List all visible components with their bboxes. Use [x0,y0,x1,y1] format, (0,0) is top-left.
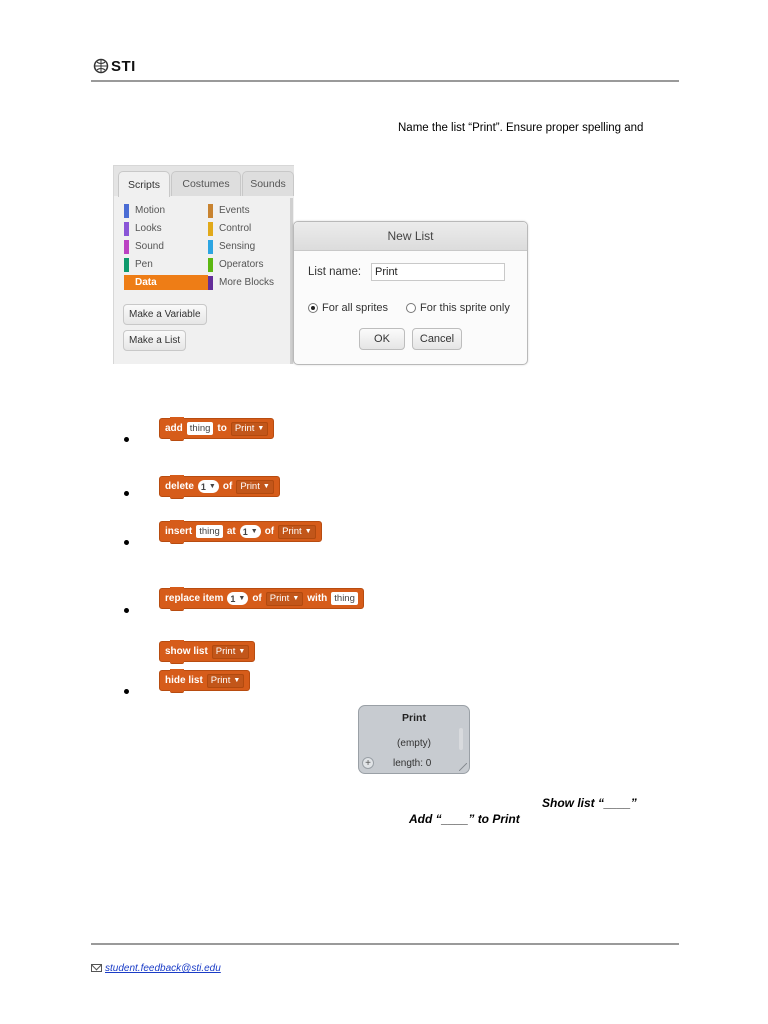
category-label: Motion [135,205,166,216]
logo-text: STI [111,57,136,75]
list-dropdown[interactable] [212,645,249,659]
list-dropdown[interactable] [207,674,244,688]
list-watcher[interactable] [358,705,470,774]
new-list-dialog [293,221,528,365]
block-keyword: delete [165,481,194,492]
dropdown-label: Print [234,423,255,434]
add-to-list-block[interactable] [159,418,274,439]
value-slot[interactable]: thing [196,525,223,538]
index-value: 1 [230,593,236,604]
motion-color-swatch [124,204,129,218]
task-show-list: Show list “____” [542,796,637,810]
sensing-color-swatch [208,240,213,254]
dropdown-arrow-icon: ▼ [238,595,246,602]
category-label: Data [135,277,157,288]
category-operators[interactable] [208,257,263,272]
header-divider [91,80,679,82]
block-keyword: of [252,593,262,604]
bullet [124,437,129,442]
feedback-email-link[interactable]: student.feedback@sti.edu [105,963,221,974]
dropdown-arrow-icon: ▼ [262,483,270,490]
value-slot[interactable]: thing [187,422,214,435]
looks-color-swatch [124,222,129,236]
more-blocks-color-swatch [208,276,213,290]
index-value: 1 [242,526,248,537]
task-add-to-print: Add “____” to Print [409,812,520,826]
block-keyword: at [226,526,236,537]
category-label: Sensing [219,241,256,252]
category-more-blocks[interactable] [208,275,274,290]
instruction-text: Name the list “Print”. Ensure proper spelling and [398,122,644,134]
dropdown-arrow-icon: ▼ [304,528,312,535]
bullet [124,689,129,694]
operators-color-swatch [208,258,213,272]
dropdown-label: Print [282,526,302,537]
dropdown-arrow-icon: ▼ [250,528,258,535]
block-keyword: show list [165,646,208,657]
dropdown-arrow-icon: ▼ [208,483,216,490]
category-control[interactable] [208,221,251,236]
list-dropdown[interactable] [278,525,315,539]
category-data[interactable] [124,275,208,290]
watcher-title: Print [402,712,426,724]
block-keyword: hide list [165,675,203,686]
category-label: Pen [135,259,153,270]
watcher-length: length: 0 [393,758,432,769]
block-palette [113,165,294,364]
list-name-label: List name: [308,266,362,278]
block-keyword: replace item [165,593,224,604]
mail-icon [91,964,102,972]
block-keyword: to [217,423,227,434]
dropdown-arrow-icon: ▼ [257,425,265,432]
block-keyword: with [307,593,328,604]
dropdown-label: Print [210,675,231,686]
block-keyword: of [222,481,233,492]
dotted-divider [159,616,389,617]
block-keyword: insert [165,526,193,537]
list-dropdown[interactable] [236,480,273,494]
dropdown-label: Print [240,481,260,492]
radio-selected-icon[interactable] [308,303,318,313]
sti-logo [93,56,143,76]
list-name-input[interactable] [371,263,505,281]
category-motion[interactable] [124,203,165,218]
list-dropdown[interactable] [231,422,268,436]
radio-label: For this sprite only [420,302,510,314]
category-label: Operators [219,259,264,270]
bullet [124,540,129,545]
tab-bar [114,166,294,196]
radio-for-all-sprites[interactable] [308,302,388,314]
radio-unselected-icon[interactable] [406,303,416,313]
add-item-icon[interactable]: + [362,757,374,769]
hide-list-block[interactable] [159,670,250,691]
list-dropdown[interactable] [266,592,303,606]
control-color-swatch [208,222,213,236]
category-label: Events [219,205,250,216]
insert-at-list-block[interactable] [159,521,322,542]
index-slot[interactable] [198,480,219,493]
category-sensing[interactable] [208,239,255,254]
watcher-empty-text: (empty) [397,738,431,749]
tab-sounds[interactable]: Sounds [242,171,294,196]
dropdown-arrow-icon: ▼ [238,648,246,655]
tab-scripts[interactable]: Scripts [118,171,170,197]
category-label: More Blocks [219,277,275,288]
radio-for-this-sprite[interactable] [406,302,510,314]
ok-button[interactable]: OK [359,328,405,350]
bullet [124,491,129,496]
category-label: Looks [135,223,162,234]
make-variable-button[interactable]: Make a Variable [123,304,207,325]
events-color-swatch [208,204,213,218]
dropdown-arrow-icon: ▼ [233,677,241,684]
sound-color-swatch [124,240,129,254]
radio-label: For all sprites [322,302,389,314]
dialog-title: New List [294,222,527,251]
block-keyword: of [264,526,275,537]
category-label: Sound [135,241,164,252]
value-slot[interactable]: thing [331,592,358,605]
category-looks[interactable] [124,221,162,236]
dropdown-label: Print [269,593,290,604]
block-keyword: add [165,423,183,434]
delete-of-list-block[interactable] [159,476,280,497]
replace-item-block[interactable] [159,588,364,609]
dropdown-arrow-icon: ▼ [292,595,300,602]
cancel-button[interactable]: Cancel [412,328,462,350]
category-label: Control [219,223,252,234]
footer-divider [91,943,679,945]
category-pen[interactable] [124,257,153,272]
index-value: 1 [200,481,206,492]
data-color-swatch [124,276,129,290]
sti-globe-icon [93,58,109,74]
bullet [124,608,129,613]
index-slot[interactable] [240,525,261,538]
resize-handle-icon[interactable] [459,763,467,771]
pen-color-swatch [124,258,129,272]
dropdown-label: Print [215,646,236,657]
tab-costumes[interactable]: Costumes [171,171,241,196]
index-slot[interactable] [227,592,248,605]
category-sound[interactable] [124,239,164,254]
category-events[interactable] [208,203,250,218]
make-list-button[interactable]: Make a List [123,330,186,351]
show-list-block[interactable] [159,641,255,662]
